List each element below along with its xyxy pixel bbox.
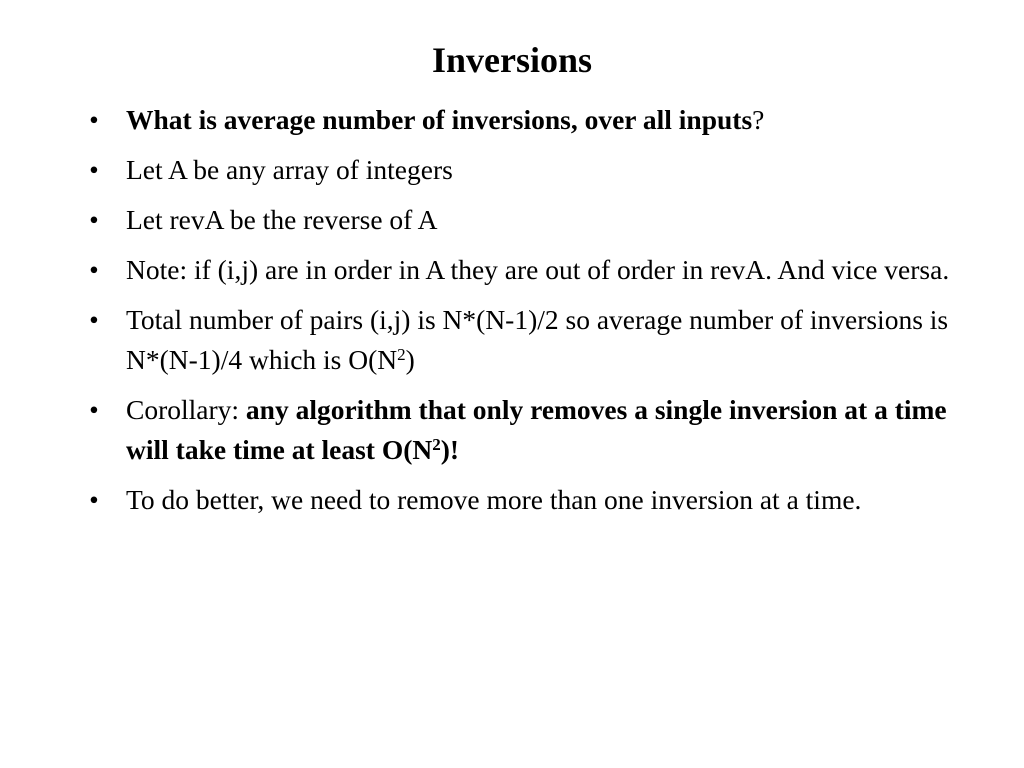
bullet-marker: • bbox=[89, 484, 99, 515]
bullet-item-corollary bbox=[84, 390, 954, 470]
bullet-text: Total number of pairs (i,j) is N*(N-1)/2 so average number of inversions is N*(N-1)/4 which is O(N bbox=[126, 304, 949, 375]
bullet-marker: • bbox=[89, 304, 99, 335]
bullet-marker: • bbox=[89, 104, 99, 135]
bullet-text: Note: if (i,j) are in order in A they are out of order in revA. And vice versa. bbox=[126, 254, 950, 285]
bullet-item-array-a bbox=[84, 150, 954, 190]
bullet-bold-text: What is average number of inversions, over all inputs bbox=[126, 104, 753, 135]
bullet-item-reverse-array bbox=[84, 200, 954, 240]
bullet-text: Corollary: bbox=[126, 394, 246, 425]
bullet-list bbox=[84, 100, 954, 530]
bullet-item-note bbox=[84, 250, 954, 290]
bullet-bold-text: any algorithm that only removes a single inversion at a time will take time at least O(N bbox=[126, 394, 947, 465]
superscript: 2 bbox=[432, 435, 441, 454]
bullet-marker: • bbox=[89, 154, 99, 185]
bullet-marker: • bbox=[89, 254, 99, 285]
bullet-text: To do better, we need to remove more than one inversion at a time. bbox=[126, 484, 862, 515]
bullet-text: ? bbox=[752, 104, 765, 135]
bullet-marker: • bbox=[89, 394, 99, 425]
bullet-item-average-inversions bbox=[84, 100, 954, 140]
bullet-marker: • bbox=[89, 204, 99, 235]
bullet-item-total-pairs bbox=[84, 300, 954, 380]
superscript: 2 bbox=[397, 345, 406, 364]
bullet-text-end: ) bbox=[405, 344, 415, 375]
bullet-item-do-better bbox=[84, 480, 954, 520]
slide-title: Inversions bbox=[431, 40, 593, 80]
bullet-text: Let A be any array of integers bbox=[126, 154, 453, 185]
bullet-text: Let revA be the reverse of A bbox=[126, 204, 438, 235]
bullet-bold-text-end: )! bbox=[440, 434, 460, 465]
